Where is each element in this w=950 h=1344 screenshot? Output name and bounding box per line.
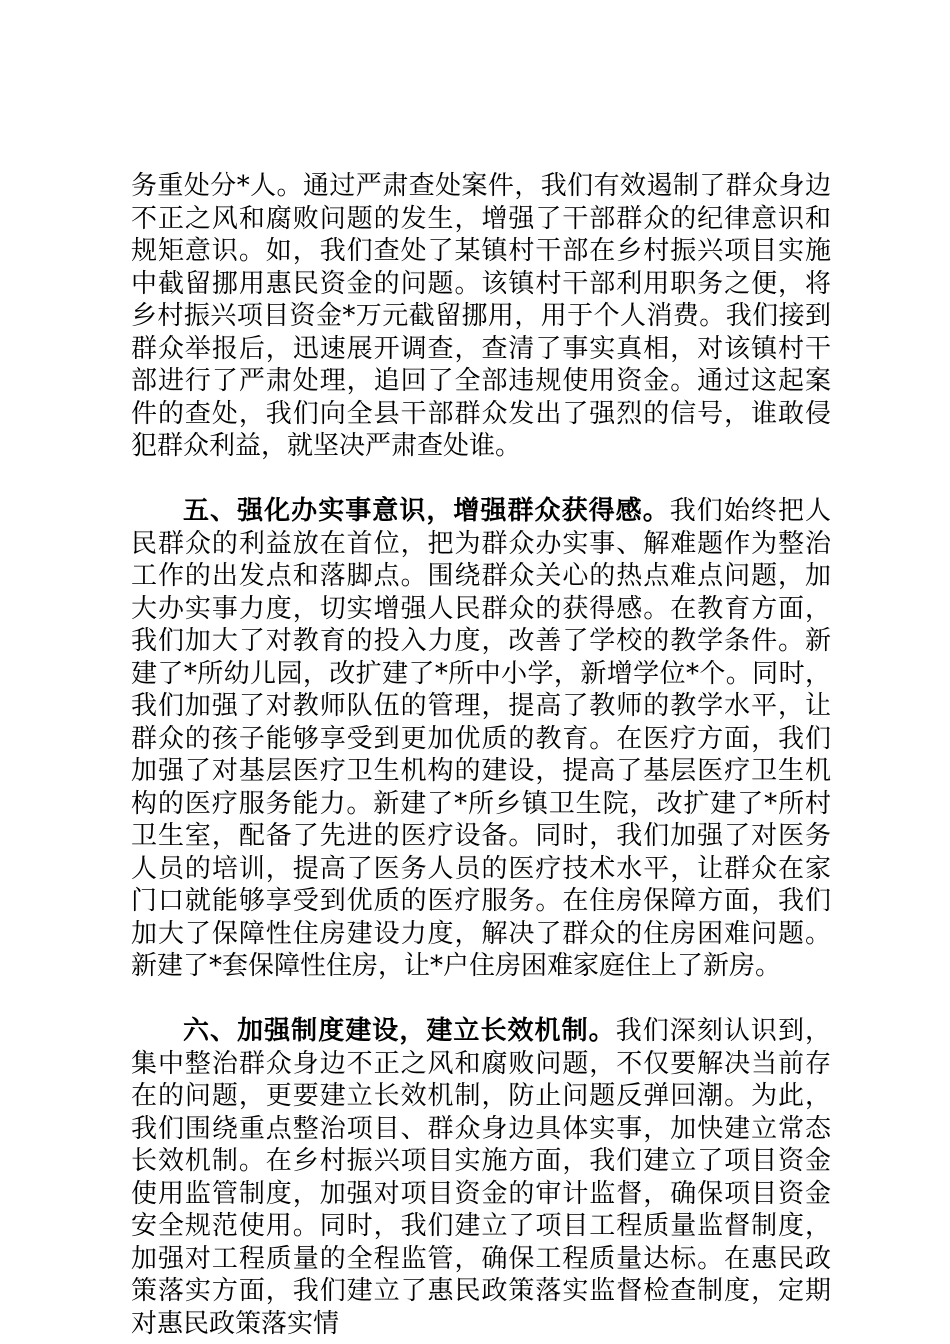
paragraph-text: 务重处分*人。通过严肃查处案件，我们有效遏制了群众身边不正之风和腐败问题的发生，增强了干部群众的纪律意识和规矩意识。如，我们查处了某镇村干部在乡村振兴项目实施中截留挪用惠民资金的问题。该镇村干部利用职务之便，将乡村振兴项目资金*万元截留挪用，用于个人消费。我们接到群众举报后，迅速展开调查，查清了事实真相，对该镇村干部进行了严肃处理，追回了全部违规使用资金。通过这起案件的查处，我们向全县干部群众发出了强烈的信号，谁敢侵犯群众利益，就坚决严肃查处谁。 — [131, 171, 831, 461]
paragraph-text: 我们深刻认识到，集中整治群众身边不正之风和腐败问题，不仅要解决当前存在的问题，更要建立长效机制，防止问题反弹回潮。为此，我们围绕重点整治项目、群众身边具体实事，加快建立常态长效机制。在乡村振兴项目实施方面，我们建立了项目资金使用监管制度，加强对项目资金的审计监督，确保项目资金安全规范使用。同时，我们建立了项目工程质量监督制度，加强对工程质量的全程监管，确保工程质量达标。在惠民政策落实方面，我们建立了惠民政策落实监督检查制度，定期对惠民政策落实情 — [131, 1016, 831, 1339]
paragraph-case-handling — [131, 170, 831, 463]
paragraph-text: 我们始终把人民群众的利益放在首位，把为群众办实事、解难题作为整治工作的出发点和落脚点。围绕群众关心的热点难点问题，加大办实事力度，切实增强人民群众的获得感。在教育方面，我们加大了对教育的投入力度，改善了学校的教学条件。新建了*所幼儿园，改扩建了*所中小学，新增学位*个。同时，我们加强了对教师队伍的管理，提高了教师的教学水平，让群众的孩子能够享受到更加优质的教育。在医疗方面，我们加强了对基层医疗卫生机构的建设，提高了基层医疗卫生机构的医疗服务能力。新建了*所乡镇卫生院，改扩建了*所村卫生室，配备了先进的医疗设备。同时，我们加强了对医务人员的培训，提高了医务人员的医疗技术水平，让群众在家门口就能够享受到优质的医疗服务。在住房保障方面，我们加大了保障性住房建设力度，解决了群众的住房困难问题。新建了*套保障性住房，让*户住房困难家庭住上了新房。 — [131, 496, 831, 981]
section-heading: 五、强化办实事意识，增强群众获得感。 — [183, 496, 670, 526]
paragraph-section-five — [131, 495, 831, 983]
paragraph-section-six — [131, 1015, 831, 1340]
document-body — [131, 170, 831, 1340]
section-heading: 六、加强制度建设，建立长效机制。 — [183, 1016, 616, 1046]
